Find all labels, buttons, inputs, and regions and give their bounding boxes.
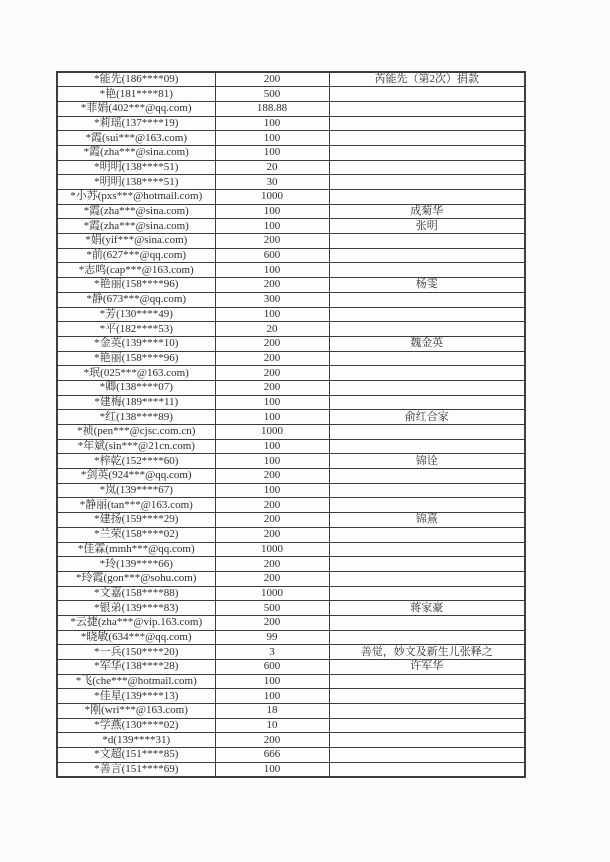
table-row (57, 131, 525, 146)
table-row (57, 292, 525, 307)
note-cell (329, 498, 525, 513)
amount-cell: 100 (215, 307, 329, 322)
note-cell (329, 557, 525, 572)
donor-cell: *建梅(189****11) (57, 395, 215, 410)
table-row (57, 762, 525, 777)
donor-cell: *能先(186****09) (57, 72, 215, 87)
note-cell (329, 366, 525, 381)
table-row (57, 160, 525, 175)
table-row (57, 410, 525, 425)
table-row (57, 630, 525, 645)
amount-cell: 100 (215, 263, 329, 278)
donor-cell: *志鸣(cap***@163.com) (57, 263, 215, 278)
table-row (57, 72, 525, 87)
donation-table-body (57, 72, 525, 777)
amount-cell: 200 (215, 380, 329, 395)
amount-cell: 200 (215, 469, 329, 484)
donor-cell: *艳丽(158****96) (57, 351, 215, 366)
table-row (57, 469, 525, 484)
note-cell (329, 542, 525, 557)
note-cell: 锦诠 (329, 454, 525, 469)
table-row (57, 674, 525, 689)
amount-cell: 100 (215, 131, 329, 146)
note-cell: 俞红合家 (329, 410, 525, 425)
table-row (57, 718, 525, 733)
donor-cell: *云捷(zha***@vip.163.com) (57, 615, 215, 630)
table-row (57, 601, 525, 616)
donor-cell: *佳星(139****13) (57, 689, 215, 704)
donor-cell: *飞(che***@hotmail.com) (57, 674, 215, 689)
table-row (57, 615, 525, 630)
amount-cell: 10 (215, 718, 329, 733)
table-row (57, 557, 525, 572)
table-row (57, 425, 525, 440)
table-row (57, 322, 525, 337)
donor-cell: *红(138****89) (57, 410, 215, 425)
amount-cell: 100 (215, 762, 329, 777)
note-cell (329, 145, 525, 160)
donor-cell: *静丽(tan***@163.com) (57, 498, 215, 513)
table-row (57, 586, 525, 601)
table-row (57, 454, 525, 469)
amount-cell: 99 (215, 630, 329, 645)
amount-cell: 100 (215, 145, 329, 160)
donor-cell: *d(139****31) (57, 733, 215, 748)
donor-cell: *霞(zha***@sina.com) (57, 219, 215, 234)
amount-cell: 300 (215, 292, 329, 307)
note-cell (329, 615, 525, 630)
note-cell: 成菊华 (329, 204, 525, 219)
table-row (57, 145, 525, 160)
amount-cell: 600 (215, 248, 329, 263)
amount-cell: 200 (215, 513, 329, 528)
table-row (57, 116, 525, 131)
donor-cell: *艳丽(158****96) (57, 278, 215, 293)
amount-cell: 200 (215, 72, 329, 87)
donor-cell: *岚(139****67) (57, 483, 215, 498)
note-cell (329, 175, 525, 190)
donor-cell: *刚(wri***@163.com) (57, 704, 215, 719)
table-row (57, 660, 525, 675)
donor-cell: *军华(138****28) (57, 660, 215, 675)
donor-cell: *一兵(150****20) (57, 645, 215, 660)
amount-cell: 100 (215, 116, 329, 131)
donor-cell: *祯(pen***@cjsc.com.cn) (57, 425, 215, 440)
amount-cell: 100 (215, 689, 329, 704)
note-cell: 魏金英 (329, 336, 525, 351)
amount-cell: 20 (215, 160, 329, 175)
donor-cell: *前(627***@qq.com) (57, 248, 215, 263)
note-cell (329, 718, 525, 733)
donor-cell: *明明(138****51) (57, 160, 215, 175)
table-row (57, 439, 525, 454)
note-cell: 杨雯 (329, 278, 525, 293)
amount-cell: 200 (215, 234, 329, 249)
note-cell (329, 380, 525, 395)
table-row (57, 366, 525, 381)
donor-cell: *银弟(139****83) (57, 601, 215, 616)
note-cell (329, 116, 525, 131)
note-cell (329, 748, 525, 763)
donor-cell: *学燕(130****02) (57, 718, 215, 733)
table-row (57, 733, 525, 748)
donor-cell: *文嘉(158****88) (57, 586, 215, 601)
note-cell (329, 190, 525, 205)
donor-cell: *艳(181****81) (57, 87, 215, 102)
amount-cell: 1000 (215, 190, 329, 205)
amount-cell: 100 (215, 483, 329, 498)
note-cell (329, 234, 525, 249)
note-cell (329, 483, 525, 498)
donor-cell: *文超(151****85) (57, 748, 215, 763)
donor-cell: *珉(025***@163.com) (57, 366, 215, 381)
donor-cell: *莉瑶(137****19) (57, 116, 215, 131)
table-row (57, 190, 525, 205)
note-cell: 善觉，妙文及新生儿张释之 (329, 645, 525, 660)
table-row (57, 234, 525, 249)
note-cell (329, 263, 525, 278)
amount-cell: 600 (215, 660, 329, 675)
note-cell (329, 630, 525, 645)
note-cell (329, 439, 525, 454)
table-row (57, 101, 525, 116)
table-row (57, 263, 525, 278)
donor-cell: *卿(138****07) (57, 380, 215, 395)
note-cell (329, 322, 525, 337)
table-row (57, 307, 525, 322)
amount-cell: 666 (215, 748, 329, 763)
note-cell: 许军华 (329, 660, 525, 675)
amount-cell: 200 (215, 278, 329, 293)
table-row (57, 204, 525, 219)
donor-cell: *明明(138****51) (57, 175, 215, 190)
note-cell: 锦熹 (329, 513, 525, 528)
note-cell (329, 248, 525, 263)
note-cell (329, 762, 525, 777)
note-cell: 张明 (329, 219, 525, 234)
amount-cell: 30 (215, 175, 329, 190)
amount-cell: 200 (215, 615, 329, 630)
donor-cell: *年斌(sin***@21cn.com) (57, 439, 215, 454)
table-row (57, 498, 525, 513)
amount-cell: 100 (215, 410, 329, 425)
note-cell (329, 131, 525, 146)
amount-cell: 20 (215, 322, 329, 337)
amount-cell: 1000 (215, 586, 329, 601)
donor-cell: *建扬(159****29) (57, 513, 215, 528)
amount-cell: 100 (215, 454, 329, 469)
table-row (57, 571, 525, 586)
amount-cell: 100 (215, 439, 329, 454)
donor-cell: *娟(yif***@sina.com) (57, 234, 215, 249)
note-cell (329, 351, 525, 366)
note-cell (329, 527, 525, 542)
table-row (57, 380, 525, 395)
table-row (57, 748, 525, 763)
donor-cell: *霞(zha***@sina.com) (57, 204, 215, 219)
note-cell: 蒋家豪 (329, 601, 525, 616)
amount-cell: 200 (215, 498, 329, 513)
donor-cell: *玲(139****66) (57, 557, 215, 572)
donor-cell: *菲娟(402***@qq.com) (57, 101, 215, 116)
amount-cell: 100 (215, 204, 329, 219)
amount-cell: 1000 (215, 425, 329, 440)
note-cell (329, 689, 525, 704)
amount-cell: 100 (215, 219, 329, 234)
note-cell (329, 674, 525, 689)
amount-cell: 200 (215, 366, 329, 381)
note-cell (329, 395, 525, 410)
note-cell: 芮能先（第2次）捐款 (329, 72, 525, 87)
table-row (57, 483, 525, 498)
table-row (57, 175, 525, 190)
table-row (57, 645, 525, 660)
donor-cell: *晓敏(634***@qq.com) (57, 630, 215, 645)
table-row (57, 219, 525, 234)
note-cell (329, 87, 525, 102)
amount-cell: 200 (215, 527, 329, 542)
note-cell (329, 292, 525, 307)
table-row (57, 351, 525, 366)
donor-cell: *金英(139****10) (57, 336, 215, 351)
table-row (57, 689, 525, 704)
donor-cell: *小苏(pxs***@hotmail.com) (57, 190, 215, 205)
donor-cell: *霞(sui***@163.com) (57, 131, 215, 146)
note-cell (329, 160, 525, 175)
amount-cell: 200 (215, 557, 329, 572)
note-cell (329, 733, 525, 748)
donor-cell: *玲霞(gon***@sohu.com) (57, 571, 215, 586)
amount-cell: 200 (215, 336, 329, 351)
table-row (57, 87, 525, 102)
note-cell (329, 425, 525, 440)
table-row (57, 704, 525, 719)
note-cell (329, 307, 525, 322)
amount-cell: 188.88 (215, 101, 329, 116)
note-cell (329, 469, 525, 484)
note-cell (329, 571, 525, 586)
amount-cell: 100 (215, 395, 329, 410)
amount-cell: 3 (215, 645, 329, 660)
table-row (57, 542, 525, 557)
table-row (57, 513, 525, 528)
donation-table (56, 71, 526, 778)
donor-cell: *善言(151****69) (57, 762, 215, 777)
note-cell (329, 704, 525, 719)
amount-cell: 500 (215, 601, 329, 616)
amount-cell: 18 (215, 704, 329, 719)
note-cell (329, 586, 525, 601)
amount-cell: 500 (215, 87, 329, 102)
amount-cell: 200 (215, 351, 329, 366)
table-row (57, 395, 525, 410)
note-cell (329, 101, 525, 116)
amount-cell: 200 (215, 733, 329, 748)
table-row (57, 527, 525, 542)
donor-cell: *兰荣(158****02) (57, 527, 215, 542)
donor-cell: *剑英(924***@qq.com) (57, 469, 215, 484)
donor-cell: *静(673***@qq.com) (57, 292, 215, 307)
amount-cell: 1000 (215, 542, 329, 557)
donor-cell: *佳霖(mmh***@qq.com) (57, 542, 215, 557)
amount-cell: 100 (215, 674, 329, 689)
table-row (57, 248, 525, 263)
donor-cell: *芳(130****49) (57, 307, 215, 322)
donor-cell: *平(182****53) (57, 322, 215, 337)
donor-cell: *梓乾(152****60) (57, 454, 215, 469)
donor-cell: *霞(zha***@sina.com) (57, 145, 215, 160)
table-row (57, 336, 525, 351)
table-row (57, 278, 525, 293)
amount-cell: 200 (215, 571, 329, 586)
